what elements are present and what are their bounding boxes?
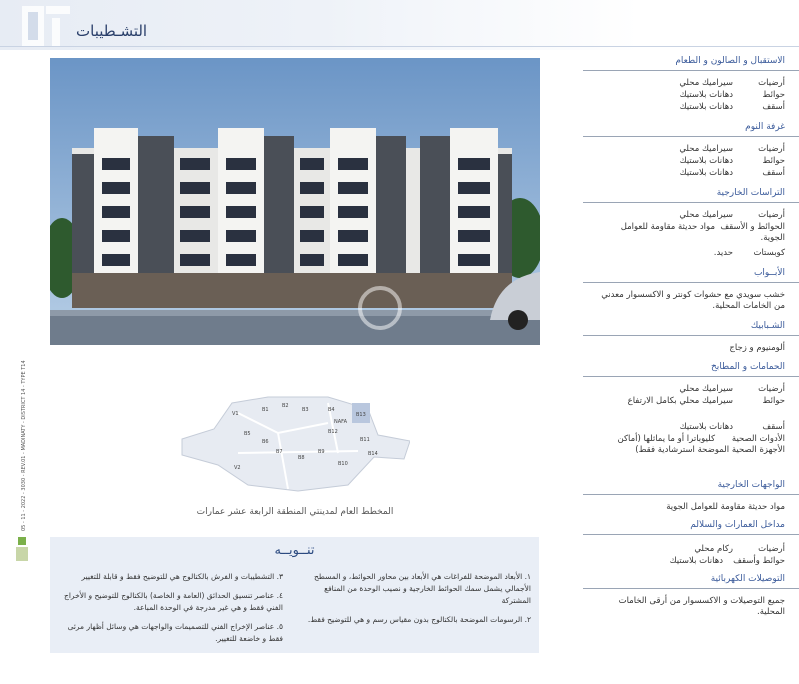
spec-key: الأدوات الصحية: [731, 434, 785, 444]
map-label: B9: [318, 449, 325, 455]
spec-key: أسقف: [762, 168, 785, 178]
spec-key: حوائط: [762, 90, 785, 100]
spec-value: دهانات بلاستيك: [679, 156, 733, 166]
spec-row: [595, 90, 785, 101]
spec-value: سيراميك محلي: [679, 144, 733, 154]
map-label: B4: [328, 407, 335, 413]
spec-row: [595, 222, 785, 244]
spec-text: جميع التوصيلات و الاكسسوار من أرقى الخامات المحلية.: [618, 596, 785, 617]
map-label: V1: [232, 411, 239, 417]
title-divider: [0, 46, 799, 47]
spec-key: كوبستات: [753, 248, 785, 258]
spec-row: [595, 396, 785, 407]
section-divider: [583, 282, 799, 283]
spec-row: [595, 556, 785, 567]
spec-value: حديد.: [713, 248, 733, 258]
header-bar: [0, 0, 799, 50]
section-title: الشـبابيك: [750, 321, 785, 331]
map-label: B14: [368, 451, 378, 457]
map-label: B2: [282, 403, 289, 409]
spec-row: [595, 102, 785, 113]
spec-value: دهانات بلاستيك: [679, 102, 733, 112]
map-label: B3: [302, 407, 309, 413]
notes-title: تنــويــه: [274, 543, 315, 558]
spec-value: سيراميك محلي بكامل الارتفاع: [627, 396, 733, 406]
map-label: B12: [328, 429, 338, 435]
section-divider: [583, 534, 799, 535]
side-label-text: 05 - 11 - 2022 - 3030 - REV.01 - MADINATY - DISTRICT 14 - TYPE T14: [21, 360, 27, 531]
brand-logo-icon: [14, 535, 30, 563]
map-label: B7: [276, 449, 283, 455]
spec-row: [595, 384, 785, 395]
spec-row: [595, 434, 785, 456]
spec-row: [595, 422, 785, 433]
notes-column-left: [57, 571, 283, 652]
map-label: B11: [360, 437, 370, 443]
spec-value: ركام محلي: [694, 544, 733, 554]
map-label: B13: [356, 412, 366, 418]
map-label: B8: [298, 455, 305, 461]
section-title: الأبــواب: [753, 268, 785, 278]
section-title: الحمامات و المطابخ: [711, 362, 785, 372]
map-caption: المخطط العام لمدينتي المنطقة الرابعة عشر عمارات: [196, 507, 394, 517]
section-title: غرفة النوم: [745, 122, 785, 132]
spec-key: الحوائط و الأسقف: [720, 222, 785, 232]
spec-key: أرضيات: [758, 78, 785, 88]
map-label: B10: [338, 461, 348, 467]
master-plan-map: [178, 393, 410, 493]
spec-row: [595, 168, 785, 179]
map-label: B5: [244, 431, 251, 437]
spec-row: [595, 248, 785, 259]
spec-value: كليوباترا أو ما يماثلها (أماكن الأجهزة الصحية الموضحة استرشادية فقط): [617, 434, 785, 455]
section-title: مداخل العمارات والسلالم: [690, 520, 785, 530]
note-item: ٤. عناصر تنسيق الحدائق (العامة و الخاصة) بالكتالوج للتوضيح و الأخراج الفني فقط و هي غير مدرجة في الوحدة المباعة.: [64, 591, 283, 612]
notes-panel: [50, 537, 539, 653]
map-label: NAFA: [334, 419, 347, 425]
note-item: ١. الأبعاد الموضحة للفراغات هي الأبعاد بين محاور الحوائط، و المسطح الأجمالي يشمل سمك الحوائط الخارجية و نصيب الوحدة من المنافع المشتركة: [314, 572, 531, 605]
spec-row: [595, 144, 785, 155]
spec-text: مواد حديثة مقاومة للعوامل الجوية: [666, 502, 785, 512]
spec-key: أسقف: [762, 102, 785, 112]
note-item: ٣. التشطيبات و الفرش بالكتالوج هي للتوضيح فقط و قابلة للتغيير: [81, 572, 283, 581]
section-divider: [583, 494, 799, 495]
building-image-icon: [50, 58, 540, 345]
map-label: B1: [262, 407, 269, 413]
section-divider: [583, 588, 799, 589]
section-title: التوصيلات الكهربائية: [710, 574, 785, 584]
logo-icon: [12, 4, 82, 48]
section-title: الواجهات الخارجية: [717, 480, 785, 490]
spec-key: أرضيات: [758, 544, 785, 554]
spec-key: حوائط: [762, 156, 785, 166]
spec-value: دهانات بلاستيك: [679, 168, 733, 178]
spec-key: حوائط وأسقف: [733, 556, 785, 566]
note-item: ٢. الرسومات الموضحة بالكتالوج بدون مقياس رسم و هي للتوضيح فقط.: [307, 615, 531, 624]
spec-row: [595, 544, 785, 555]
section-divider: [583, 376, 799, 377]
notes-column-right: [297, 571, 531, 633]
spec-key: أرضيات: [758, 210, 785, 220]
note-item: ٥. عناصر الإخراج الفني للتصميمات والواجهات هي وسائل أظهار مرئى فقط و خاضعة للتغيير.: [67, 622, 283, 643]
side-label: [10, 338, 30, 538]
spec-text: خشب سويدي مع حشوات كونتر و الاكسسوار معدني من الخامات المحلية.: [601, 290, 785, 311]
section-title: الاستقبال و الصالون و الطعام: [675, 56, 785, 66]
spec-row: [595, 210, 785, 221]
spec-value: سيراميك محلي: [679, 384, 733, 394]
spec-row: [595, 78, 785, 89]
spec-value: دهانات بلاستيك: [679, 422, 733, 432]
page-title: التشـطيبات: [76, 22, 148, 40]
spec-key: حوائط: [762, 396, 785, 406]
spec-value: سيراميك محلي: [679, 210, 733, 220]
map-label: V2: [234, 465, 241, 471]
spec-value: دهانات بلاستيك: [669, 556, 723, 566]
section-divider: [583, 70, 799, 71]
section-divider: [583, 136, 799, 137]
spec-key: أرضيات: [758, 384, 785, 394]
section-divider: [583, 335, 799, 336]
spec-text: ألومنيوم و زجاج: [729, 343, 785, 353]
spec-key: أرضيات: [758, 144, 785, 154]
spec-value: دهانات بلاستيك: [679, 90, 733, 100]
section-title: التراسات الخارجية: [716, 188, 785, 198]
spec-value: مواد حديثة مقاومة للعوامل الجوية.: [620, 222, 785, 243]
spec-value: سيراميك محلي: [679, 78, 733, 88]
spec-key: أسقف: [762, 422, 785, 432]
section-divider: [583, 202, 799, 203]
map-label: B6: [262, 439, 269, 445]
spec-row: [595, 156, 785, 167]
building-render: [50, 58, 540, 345]
